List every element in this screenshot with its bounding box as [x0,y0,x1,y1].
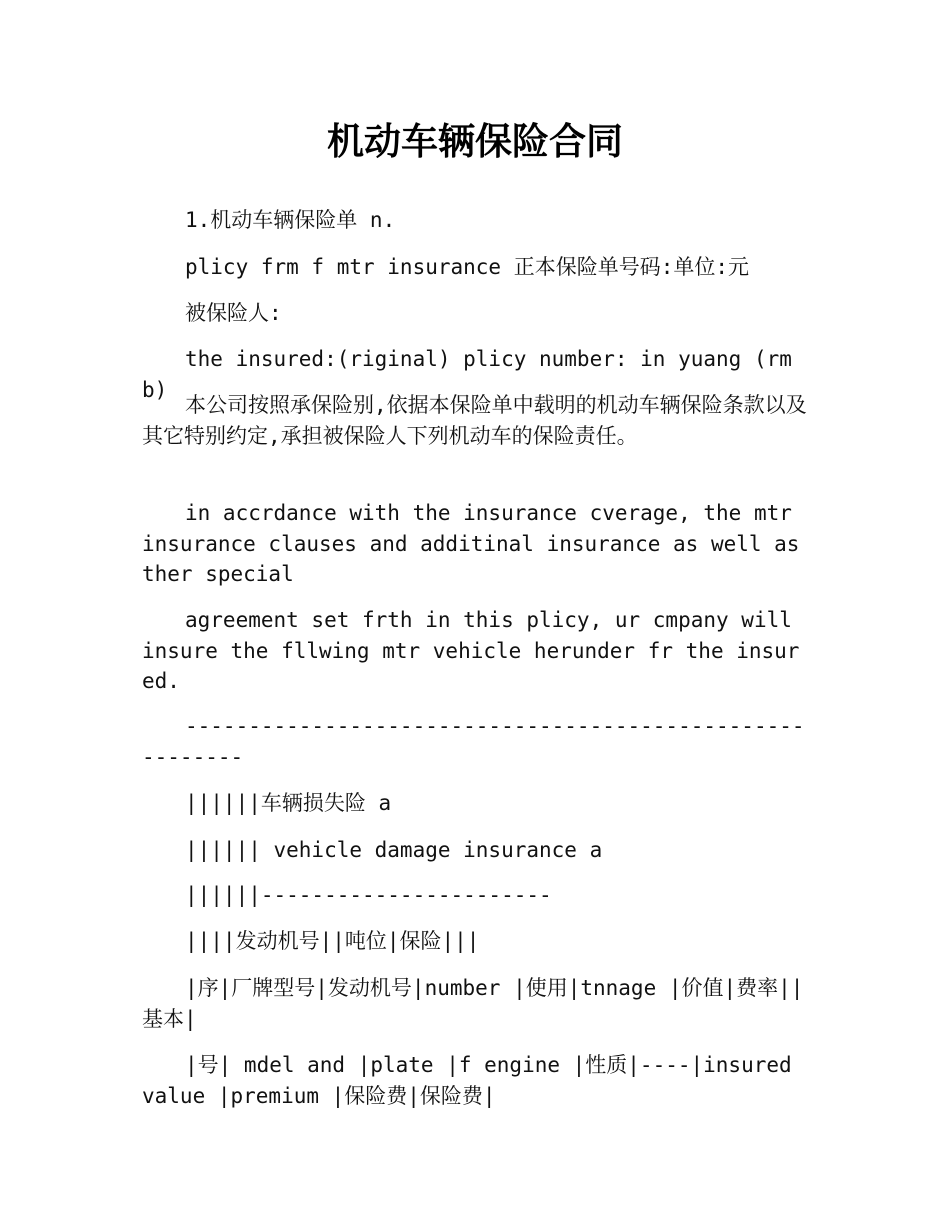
table-divider: --------------------------------------------------------- [142,714,805,769]
policy-heading: 1.机动车辆保险单 n. [185,208,396,232]
table-row: ||||||----------------------- [185,883,552,907]
table-row: ||||||车辆损失险 a [185,791,392,815]
policy-number-line: plicy frm f mtr insurance 正本保险单号码:单位:元 [185,255,750,279]
table-row: ||||发动机号||吨位|保险||| [185,929,480,953]
coverage-statement-en-1: in accrdance with the insurance cverage, the mtr insurance clauses and additinal insurance as well as ther special [142,501,800,586]
table-row: |号| mdel and |plate |f engine |性质|----|insured value |premium |保险费|保险费| [142,1053,792,1108]
table-row: |序|厂牌型号|发动机号|number |使用|tnnage |价值|费率||基本| [142,976,804,1031]
coverage-statement-cn: 本公司按照承保险别,依据本保险单中载明的机动车辆保险条款以及其它特别约定,承担被保险人下列机动车的保险责任。 [142,393,807,448]
insured-label-en: the insured:(riginal) plicy number: in yuang (rmb) [142,347,792,402]
insured-label-cn: 被保险人: [185,301,282,325]
document-title: 机动车辆保险合同 [327,120,623,163]
table-row: |||||| vehicle damage insurance a [185,838,603,862]
coverage-statement-en-2: agreement set frth in this plicy, ur cmpany will insure the fllwing mtr vehicle herunder fr the insured. [142,608,800,693]
